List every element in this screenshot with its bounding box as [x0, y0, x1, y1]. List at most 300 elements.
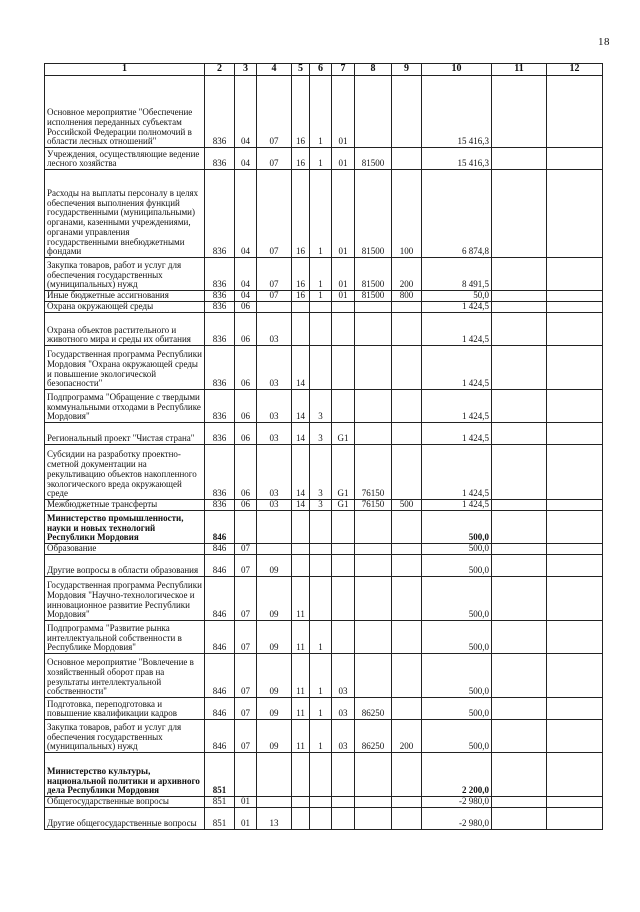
- row-name-cell: Государственная программа Республики Мордовия "Научно-технологическое и инновационное развитие Республики Мордовия": [45, 577, 205, 621]
- measure-code-cell: G1: [332, 500, 355, 511]
- admin-code-cell: 846: [205, 720, 235, 753]
- col-12-cell: [547, 445, 603, 500]
- section-code-cell: 04: [235, 148, 257, 170]
- program-code-cell: 16: [292, 291, 310, 302]
- direction-code-cell: [355, 621, 392, 654]
- col-12-cell: [547, 577, 603, 621]
- admin-code-cell: 851: [205, 753, 235, 797]
- row-name-cell: Основное мероприятие "Обеспечение исполнения переданных субъектам Российской Федерации полномочий в области лесных отношений": [45, 76, 205, 148]
- measure-code-cell: 01: [332, 170, 355, 258]
- section-code-cell: 06: [235, 346, 257, 390]
- col-11-cell: [492, 291, 547, 302]
- admin-code-cell: 846: [205, 555, 235, 577]
- amount-cell: 500,0: [422, 720, 492, 753]
- section-code-cell: 06: [235, 445, 257, 500]
- program-code-cell: [292, 302, 310, 313]
- col-11-cell: [492, 148, 547, 170]
- col-12-cell: [547, 698, 603, 720]
- expense-type-code-cell: [392, 148, 422, 170]
- amount-cell: 1 424,5: [422, 423, 492, 445]
- subsection-code-cell: 07: [257, 76, 292, 148]
- row-name-cell: Межбюджетные трансферты: [45, 500, 205, 511]
- row-name-cell: Государственная программа Республики Мордовия "Охрана окружающей среды и повышение экологической безопасности": [45, 346, 205, 390]
- program-code-cell: 14: [292, 445, 310, 500]
- subprogram-code-cell: [310, 302, 332, 313]
- section-code-cell: 06: [235, 423, 257, 445]
- amount-cell: -2 980,0: [422, 808, 492, 830]
- column-header: 12: [547, 64, 603, 76]
- table-row: [45, 258, 603, 291]
- measure-code-cell: G1: [332, 423, 355, 445]
- admin-code-cell: 836: [205, 390, 235, 423]
- expense-type-code-cell: 800: [392, 291, 422, 302]
- measure-code-cell: 03: [332, 654, 355, 698]
- admin-code-cell: 836: [205, 302, 235, 313]
- col-11-cell: [492, 808, 547, 830]
- subsection-code-cell: 03: [257, 445, 292, 500]
- col-12-cell: [547, 302, 603, 313]
- section-code-cell: 07: [235, 654, 257, 698]
- subprogram-code-cell: 1: [310, 720, 332, 753]
- col-11-cell: [492, 302, 547, 313]
- amount-cell: 500,0: [422, 577, 492, 621]
- subsection-code-cell: [257, 302, 292, 313]
- row-name-cell: Закупка товаров, работ и услуг для обеспечения государственных (муниципальных) нужд: [45, 720, 205, 753]
- col-12-cell: [547, 500, 603, 511]
- section-code-cell: 07: [235, 544, 257, 555]
- direction-code-cell: [355, 390, 392, 423]
- col-12-cell: [547, 346, 603, 390]
- expense-type-code-cell: [392, 808, 422, 830]
- row-name-cell: Учреждения, осуществляющие ведение лесного хозяйства: [45, 148, 205, 170]
- direction-code-cell: [355, 544, 392, 555]
- expense-type-code-cell: [392, 302, 422, 313]
- amount-cell: 1 424,5: [422, 390, 492, 423]
- section-code-cell: 04: [235, 291, 257, 302]
- section-code-cell: 07: [235, 720, 257, 753]
- subsection-code-cell: 09: [257, 654, 292, 698]
- admin-code-cell: 836: [205, 148, 235, 170]
- expense-type-code-cell: [392, 654, 422, 698]
- section-code-cell: 07: [235, 555, 257, 577]
- subsection-code-cell: 09: [257, 621, 292, 654]
- table-row: [45, 698, 603, 720]
- col-12-cell: [547, 291, 603, 302]
- col-11-cell: [492, 390, 547, 423]
- table-row: [45, 423, 603, 445]
- column-header: 9: [392, 64, 422, 76]
- section-code-cell: 06: [235, 390, 257, 423]
- table-row: [45, 346, 603, 390]
- direction-code-cell: 86250: [355, 698, 392, 720]
- row-name-cell: Министерство промышленности, науки и новых технологий Республики Мордовия: [45, 511, 205, 544]
- subprogram-code-cell: [310, 544, 332, 555]
- col-11-cell: [492, 511, 547, 544]
- table-row: [45, 797, 603, 808]
- table-row: [45, 313, 603, 346]
- row-name-cell: Подготовка, переподготовка и повышение квалификации кадров: [45, 698, 205, 720]
- section-code-cell: 07: [235, 577, 257, 621]
- section-code-cell: 01: [235, 808, 257, 830]
- subprogram-code-cell: 1: [310, 258, 332, 291]
- program-code-cell: 16: [292, 258, 310, 291]
- column-header: 6: [310, 64, 332, 76]
- direction-code-cell: [355, 302, 392, 313]
- admin-code-cell: 846: [205, 698, 235, 720]
- table-body: [45, 76, 603, 830]
- expense-type-code-cell: [392, 797, 422, 808]
- measure-code-cell: [332, 797, 355, 808]
- col-11-cell: [492, 445, 547, 500]
- program-code-cell: 11: [292, 577, 310, 621]
- table-row: [45, 654, 603, 698]
- direction-code-cell: [355, 423, 392, 445]
- col-12-cell: [547, 808, 603, 830]
- program-code-cell: 14: [292, 500, 310, 511]
- admin-code-cell: 836: [205, 313, 235, 346]
- subprogram-code-cell: 1: [310, 698, 332, 720]
- section-code-cell: 07: [235, 621, 257, 654]
- program-code-cell: 11: [292, 720, 310, 753]
- table-row: [45, 148, 603, 170]
- row-name-cell: Образование: [45, 544, 205, 555]
- table-row: [45, 76, 603, 148]
- col-11-cell: [492, 170, 547, 258]
- col-12-cell: [547, 170, 603, 258]
- expense-type-code-cell: [392, 577, 422, 621]
- col-11-cell: [492, 555, 547, 577]
- row-name-cell: Подпрограмма "Развитие рынка интеллектуальной собственности в Республике Мордовия": [45, 621, 205, 654]
- subprogram-code-cell: [310, 313, 332, 346]
- section-code-cell: [235, 511, 257, 544]
- expense-type-code-cell: [392, 445, 422, 500]
- measure-code-cell: 01: [332, 258, 355, 291]
- col-11-cell: [492, 313, 547, 346]
- measure-code-cell: [332, 302, 355, 313]
- amount-cell: 8 491,5: [422, 258, 492, 291]
- row-name-cell: Подпрограмма "Обращение с твердыми коммунальными отходами в Республике Мордовия": [45, 390, 205, 423]
- col-12-cell: [547, 423, 603, 445]
- subprogram-code-cell: [310, 511, 332, 544]
- amount-cell: 500,0: [422, 698, 492, 720]
- subsection-code-cell: [257, 544, 292, 555]
- subprogram-code-cell: 1: [310, 291, 332, 302]
- row-name-cell: Основное мероприятие "Вовлечение в хозяйственный оборот прав на результаты интеллектуальной собственности": [45, 654, 205, 698]
- subsection-code-cell: 13: [257, 808, 292, 830]
- table-row: [45, 753, 603, 797]
- direction-code-cell: 81500: [355, 170, 392, 258]
- table-row: [45, 445, 603, 500]
- admin-code-cell: 846: [205, 544, 235, 555]
- column-header: 10: [422, 64, 492, 76]
- col-11-cell: [492, 500, 547, 511]
- subsection-code-cell: 09: [257, 555, 292, 577]
- amount-cell: 1 424,5: [422, 302, 492, 313]
- admin-code-cell: 836: [205, 500, 235, 511]
- subsection-code-cell: [257, 511, 292, 544]
- direction-code-cell: [355, 577, 392, 621]
- direction-code-cell: [355, 654, 392, 698]
- subsection-code-cell: 07: [257, 291, 292, 302]
- admin-code-cell: 836: [205, 423, 235, 445]
- col-12-cell: [547, 753, 603, 797]
- section-code-cell: 06: [235, 302, 257, 313]
- column-header: 5: [292, 64, 310, 76]
- program-code-cell: [292, 511, 310, 544]
- subsection-code-cell: 03: [257, 390, 292, 423]
- row-name-cell: Охрана окружающей среды: [45, 302, 205, 313]
- expense-type-code-cell: [392, 555, 422, 577]
- measure-code-cell: [332, 511, 355, 544]
- admin-code-cell: 846: [205, 654, 235, 698]
- expense-type-code-cell: [392, 346, 422, 390]
- subprogram-code-cell: 3: [310, 390, 332, 423]
- column-header: 3: [235, 64, 257, 76]
- col-12-cell: [547, 797, 603, 808]
- admin-code-cell: 836: [205, 258, 235, 291]
- measure-code-cell: [332, 313, 355, 346]
- direction-code-cell: 81500: [355, 258, 392, 291]
- expense-type-code-cell: [392, 76, 422, 148]
- subsection-code-cell: 09: [257, 698, 292, 720]
- measure-code-cell: [332, 621, 355, 654]
- col-11-cell: [492, 346, 547, 390]
- subprogram-code-cell: 1: [310, 148, 332, 170]
- row-name-cell: Закупка товаров, работ и услуг для обеспечения государственных (муниципальных) нужд: [45, 258, 205, 291]
- direction-code-cell: 81500: [355, 291, 392, 302]
- expense-type-code-cell: [392, 390, 422, 423]
- expense-type-code-cell: [392, 544, 422, 555]
- program-code-cell: [292, 797, 310, 808]
- section-code-cell: 04: [235, 76, 257, 148]
- section-code-cell: 06: [235, 313, 257, 346]
- program-code-cell: [292, 753, 310, 797]
- row-name-cell: Охрана объектов растительного и животного мира и среды их обитания: [45, 313, 205, 346]
- column-header: 4: [257, 64, 292, 76]
- direction-code-cell: 76150: [355, 445, 392, 500]
- program-code-cell: 16: [292, 76, 310, 148]
- col-12-cell: [547, 555, 603, 577]
- column-header: 2: [205, 64, 235, 76]
- amount-cell: 1 424,5: [422, 313, 492, 346]
- row-name-cell: Субсидии на разработку проектно-сметной документации на рекультивацию объектов накопленного экологического вреда окружающей среде: [45, 445, 205, 500]
- direction-code-cell: [355, 76, 392, 148]
- col-11-cell: [492, 698, 547, 720]
- subsection-code-cell: 03: [257, 423, 292, 445]
- amount-cell: 500,0: [422, 544, 492, 555]
- table-header-row: [45, 64, 603, 76]
- admin-code-cell: 846: [205, 511, 235, 544]
- row-name-cell: Расходы на выплаты персоналу в целях обеспечения выполнения функций государственными (муниципальными) органами, казенными учреждениями, органами управления государственными внебюджетными фондами: [45, 170, 205, 258]
- program-code-cell: [292, 808, 310, 830]
- subprogram-code-cell: 3: [310, 500, 332, 511]
- subsection-code-cell: [257, 797, 292, 808]
- budget-table: [44, 63, 603, 830]
- col-12-cell: [547, 390, 603, 423]
- amount-cell: 500,0: [422, 511, 492, 544]
- program-code-cell: 14: [292, 390, 310, 423]
- section-code-cell: 06: [235, 500, 257, 511]
- subprogram-code-cell: [310, 753, 332, 797]
- amount-cell: 500,0: [422, 654, 492, 698]
- row-name-cell: Иные бюджетные ассигнования: [45, 291, 205, 302]
- expense-type-code-cell: 200: [392, 258, 422, 291]
- amount-cell: 6 874,8: [422, 170, 492, 258]
- direction-code-cell: 86250: [355, 720, 392, 753]
- col-11-cell: [492, 720, 547, 753]
- expense-type-code-cell: [392, 753, 422, 797]
- table-row: [45, 544, 603, 555]
- col-11-cell: [492, 654, 547, 698]
- table-row: [45, 555, 603, 577]
- table-row: [45, 511, 603, 544]
- direction-code-cell: 76150: [355, 500, 392, 511]
- subsection-code-cell: 07: [257, 148, 292, 170]
- subsection-code-cell: 09: [257, 577, 292, 621]
- subprogram-code-cell: 3: [310, 423, 332, 445]
- subprogram-code-cell: 3: [310, 445, 332, 500]
- direction-code-cell: [355, 808, 392, 830]
- col-11-cell: [492, 423, 547, 445]
- col-12-cell: [547, 544, 603, 555]
- col-12-cell: [547, 313, 603, 346]
- subprogram-code-cell: [310, 555, 332, 577]
- measure-code-cell: [332, 544, 355, 555]
- admin-code-cell: 846: [205, 577, 235, 621]
- amount-cell: 15 416,3: [422, 76, 492, 148]
- subprogram-code-cell: [310, 797, 332, 808]
- column-header: 8: [355, 64, 392, 76]
- expense-type-code-cell: [392, 621, 422, 654]
- table-row: [45, 577, 603, 621]
- admin-code-cell: 851: [205, 797, 235, 808]
- col-11-cell: [492, 76, 547, 148]
- table-row: [45, 500, 603, 511]
- column-header: 11: [492, 64, 547, 76]
- measure-code-cell: 03: [332, 720, 355, 753]
- measure-code-cell: [332, 753, 355, 797]
- amount-cell: 1 424,5: [422, 500, 492, 511]
- subsection-code-cell: 03: [257, 346, 292, 390]
- subprogram-code-cell: 1: [310, 621, 332, 654]
- row-name-cell: Другие общегосударственные вопросы: [45, 808, 205, 830]
- expense-type-code-cell: 200: [392, 720, 422, 753]
- row-name-cell: Другие вопросы в области образования: [45, 555, 205, 577]
- amount-cell: 1 424,5: [422, 346, 492, 390]
- subsection-code-cell: [257, 753, 292, 797]
- col-12-cell: [547, 148, 603, 170]
- section-code-cell: 04: [235, 170, 257, 258]
- program-code-cell: 11: [292, 654, 310, 698]
- program-code-cell: [292, 313, 310, 346]
- col-12-cell: [547, 621, 603, 654]
- section-code-cell: 01: [235, 797, 257, 808]
- subsection-code-cell: 09: [257, 720, 292, 753]
- table-row: [45, 302, 603, 313]
- amount-cell: -2 980,0: [422, 797, 492, 808]
- subsection-code-cell: 07: [257, 258, 292, 291]
- admin-code-cell: 836: [205, 76, 235, 148]
- admin-code-cell: 836: [205, 170, 235, 258]
- row-name-cell: Общегосударственные вопросы: [45, 797, 205, 808]
- amount-cell: 50,0: [422, 291, 492, 302]
- row-name-cell: Министерство культуры, национальной политики и архивного дела Республики Мордовия: [45, 753, 205, 797]
- admin-code-cell: 851: [205, 808, 235, 830]
- table-row: [45, 291, 603, 302]
- amount-cell: 15 416,3: [422, 148, 492, 170]
- program-code-cell: [292, 544, 310, 555]
- expense-type-code-cell: [392, 698, 422, 720]
- subsection-code-cell: 03: [257, 500, 292, 511]
- column-header: 1: [45, 64, 205, 76]
- measure-code-cell: 01: [332, 291, 355, 302]
- measure-code-cell: G1: [332, 445, 355, 500]
- section-code-cell: 07: [235, 698, 257, 720]
- subprogram-code-cell: [310, 346, 332, 390]
- direction-code-cell: [355, 753, 392, 797]
- column-header: 7: [332, 64, 355, 76]
- table-row: [45, 720, 603, 753]
- col-12-cell: [547, 720, 603, 753]
- section-code-cell: 04: [235, 258, 257, 291]
- program-code-cell: [292, 555, 310, 577]
- direction-code-cell: [355, 511, 392, 544]
- measure-code-cell: 01: [332, 148, 355, 170]
- program-code-cell: 14: [292, 346, 310, 390]
- program-code-cell: 14: [292, 423, 310, 445]
- col-12-cell: [547, 654, 603, 698]
- measure-code-cell: 01: [332, 76, 355, 148]
- subprogram-code-cell: 1: [310, 170, 332, 258]
- table-row: [45, 390, 603, 423]
- measure-code-cell: [332, 390, 355, 423]
- admin-code-cell: 846: [205, 621, 235, 654]
- measure-code-cell: [332, 577, 355, 621]
- expense-type-code-cell: 100: [392, 170, 422, 258]
- page-number: 18: [598, 36, 610, 48]
- expense-type-code-cell: 500: [392, 500, 422, 511]
- subprogram-code-cell: 1: [310, 76, 332, 148]
- measure-code-cell: [332, 346, 355, 390]
- program-code-cell: 16: [292, 170, 310, 258]
- direction-code-cell: [355, 797, 392, 808]
- col-11-cell: [492, 797, 547, 808]
- row-name-cell: Региональный проект "Чистая страна": [45, 423, 205, 445]
- col-12-cell: [547, 76, 603, 148]
- subprogram-code-cell: [310, 808, 332, 830]
- measure-code-cell: [332, 555, 355, 577]
- table-row: [45, 808, 603, 830]
- amount-cell: 500,0: [422, 555, 492, 577]
- direction-code-cell: [355, 555, 392, 577]
- col-12-cell: [547, 511, 603, 544]
- expense-type-code-cell: [392, 313, 422, 346]
- table-row: [45, 621, 603, 654]
- admin-code-cell: 836: [205, 346, 235, 390]
- amount-cell: 500,0: [422, 621, 492, 654]
- program-code-cell: 11: [292, 621, 310, 654]
- amount-cell: 1 424,5: [422, 445, 492, 500]
- subprogram-code-cell: 1: [310, 654, 332, 698]
- subsection-code-cell: 07: [257, 170, 292, 258]
- section-code-cell: [235, 753, 257, 797]
- admin-code-cell: 836: [205, 291, 235, 302]
- col-11-cell: [492, 621, 547, 654]
- col-11-cell: [492, 258, 547, 291]
- direction-code-cell: [355, 313, 392, 346]
- col-11-cell: [492, 577, 547, 621]
- table-row: [45, 170, 603, 258]
